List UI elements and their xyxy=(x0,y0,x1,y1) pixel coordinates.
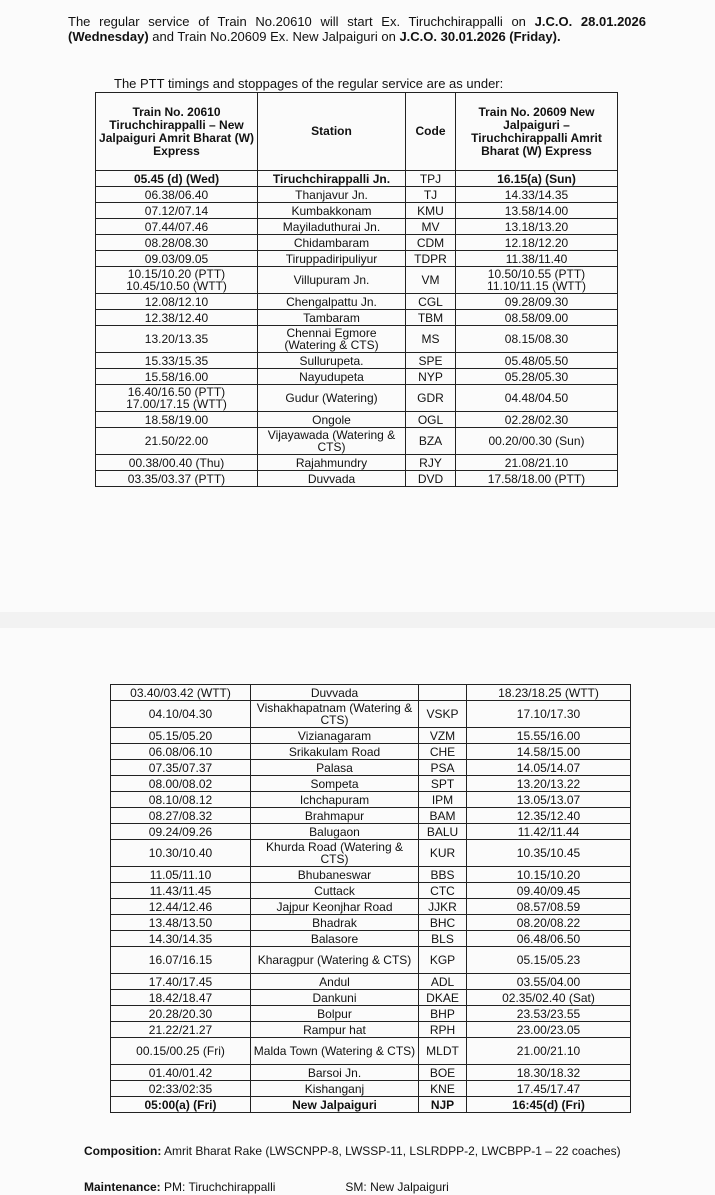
timetable-row xyxy=(111,867,631,883)
cell-down: 09.03/09.05 xyxy=(96,251,258,267)
cell-code: TPJ xyxy=(406,171,456,187)
timetable-row xyxy=(111,1065,631,1081)
timetable-row xyxy=(111,990,631,1006)
cell-code: VZM xyxy=(419,728,467,744)
timetable-row xyxy=(111,1006,631,1022)
cell-station: Tiruchchirappalli Jn. xyxy=(258,171,406,187)
cell-down: 10.30/10.40 xyxy=(111,840,251,867)
header-code: Code xyxy=(406,93,456,171)
cell-up: 15.55/16.00 xyxy=(467,728,631,744)
timetable-row xyxy=(96,353,618,369)
cell-station: Jajpur Keonjhar Road xyxy=(251,899,419,915)
cell-up: 13.58/14.00 xyxy=(456,203,618,219)
header-down-train: Train No. 20610 Tiruchchirappalli – New Jalpaiguri Amrit Bharat (W) Express xyxy=(96,93,258,171)
cell-down: 16.07/16.15 xyxy=(111,947,251,974)
cell-up: 02.28/02.30 xyxy=(456,412,618,428)
cell-station: Cuttack xyxy=(251,883,419,899)
cell-station: Sompeta xyxy=(251,776,419,792)
cell-station: Thanjavur Jn. xyxy=(258,187,406,203)
cell-station: Malda Town (Watering & CTS) xyxy=(251,1038,419,1065)
intro-text-2: and Train No.20609 Ex. New Jalpaiguri on xyxy=(148,29,400,44)
timetable-row xyxy=(96,428,618,455)
timetable-row xyxy=(96,310,618,326)
composition-label: Composition: xyxy=(84,1144,162,1158)
cell-station: Duvvada xyxy=(251,685,419,701)
cell-down: 00.15/00.25 (Fri) xyxy=(111,1038,251,1065)
cell-code: TJ xyxy=(406,187,456,203)
cell-up: 09.40/09.45 xyxy=(467,883,631,899)
cell-down: 08.10/08.12 xyxy=(111,792,251,808)
cell-up: 08.58/09.00 xyxy=(456,310,618,326)
cell-down: 15.33/15.35 xyxy=(96,353,258,369)
timetable-row xyxy=(111,701,631,728)
cell-station: Chennai Egmore (Watering & CTS) xyxy=(258,326,406,353)
ptt-note: The PTT timings and stoppages of the regular service are as under: xyxy=(114,76,504,91)
cell-code: BBS xyxy=(419,867,467,883)
cell-up: 18.30/18.32 xyxy=(467,1065,631,1081)
cell-code: SPT xyxy=(419,776,467,792)
cell-station: Balugaon xyxy=(251,824,419,840)
cell-down: 08.28/08.30 xyxy=(96,235,258,251)
cell-down: 11.05/11.10 xyxy=(111,867,251,883)
cell-code: BHC xyxy=(419,915,467,931)
timetable-row xyxy=(96,235,618,251)
cell-up: 05.28/05.30 xyxy=(456,369,618,385)
cell-station: Bhadrak xyxy=(251,915,419,931)
timetable-row xyxy=(96,385,618,412)
timetable-row xyxy=(96,251,618,267)
cell-station: Khurda Road (Watering & CTS) xyxy=(251,840,419,867)
cell-down: 21.50/22.00 xyxy=(96,428,258,455)
cell-down: 20.28/20.30 xyxy=(111,1006,251,1022)
timetable-row xyxy=(111,1022,631,1038)
cell-down: 03.40/03.42 (WTT) xyxy=(111,685,251,701)
timetable-row xyxy=(111,824,631,840)
cell-up: 08.57/08.59 xyxy=(467,899,631,915)
cell-station: Vishakhapatnam (Watering & CTS) xyxy=(251,701,419,728)
cell-up: 17.10/17.30 xyxy=(467,701,631,728)
cell-up: 05.15/05.23 xyxy=(467,947,631,974)
cell-up: 10.35/10.45 xyxy=(467,840,631,867)
cell-up: 17.45/17.47 xyxy=(467,1081,631,1097)
cell-code: CTC xyxy=(419,883,467,899)
cell-code: MV xyxy=(406,219,456,235)
timetable-row xyxy=(111,808,631,824)
cell-down: 02:33/02:35 xyxy=(111,1081,251,1097)
cell-station: Kumbakkonam xyxy=(258,203,406,219)
cell-station: Tiruppadiripuliyur xyxy=(258,251,406,267)
cell-station: Duvvada xyxy=(258,471,406,487)
cell-up: 17.58/18.00 (PTT) xyxy=(456,471,618,487)
timetable-row xyxy=(96,219,618,235)
cell-station: Kishanganj xyxy=(251,1081,419,1097)
cell-station: Gudur (Watering) xyxy=(258,385,406,412)
timetable-row xyxy=(111,931,631,947)
cell-code: TBM xyxy=(406,310,456,326)
cell-code: JJKR xyxy=(419,899,467,915)
timetable-row xyxy=(96,412,618,428)
cell-up: 18.23/18.25 (WTT) xyxy=(467,685,631,701)
maintenance-pm: PM: Tiruchchirappalli xyxy=(160,1180,276,1194)
cell-code: TDPR xyxy=(406,251,456,267)
timetable-body-1 xyxy=(96,171,618,487)
cell-code: RPH xyxy=(419,1022,467,1038)
cell-down: 00.38/00.40 (Thu) xyxy=(96,455,258,471)
cell-down: 17.40/17.45 xyxy=(111,974,251,990)
cell-up: 08.15/08.30 xyxy=(456,326,618,353)
cell-station: Bhubaneswar xyxy=(251,867,419,883)
timetable-row xyxy=(111,792,631,808)
timetable-row xyxy=(111,840,631,867)
cell-code: IPM xyxy=(419,792,467,808)
timetable-part-1 xyxy=(95,92,618,487)
cell-code: RJY xyxy=(406,455,456,471)
timetable-row xyxy=(111,1097,631,1113)
timetable-row xyxy=(111,744,631,760)
cell-station: Kharagpur (Watering & CTS) xyxy=(251,947,419,974)
cell-code: BHP xyxy=(419,1006,467,1022)
cell-up: 21.08/21.10 xyxy=(456,455,618,471)
cell-down: 01.40/01.42 xyxy=(111,1065,251,1081)
cell-code xyxy=(419,685,467,701)
cell-down: 21.22/21.27 xyxy=(111,1022,251,1038)
cell-down: 05.15/05.20 xyxy=(111,728,251,744)
cell-down: 05.45 (d) (Wed) xyxy=(96,171,258,187)
header-station: Station xyxy=(258,93,406,171)
cell-down: 06.38/06.40 xyxy=(96,187,258,203)
cell-code: KNE xyxy=(419,1081,467,1097)
cell-down: 11.43/11.45 xyxy=(111,883,251,899)
cell-code: GDR xyxy=(406,385,456,412)
cell-up: 23.00/23.05 xyxy=(467,1022,631,1038)
timetable-row xyxy=(111,1038,631,1065)
cell-station: Palasa xyxy=(251,760,419,776)
cell-station: Bolpur xyxy=(251,1006,419,1022)
cell-up: 13.05/13.07 xyxy=(467,792,631,808)
timetable-row xyxy=(111,728,631,744)
cell-station: Chengalpattu Jn. xyxy=(258,294,406,310)
cell-up: 03.55/04.00 xyxy=(467,974,631,990)
intro-text-1: The regular service of Train No.20610 will start Ex. Tiruchchirappalli on xyxy=(68,14,535,29)
cell-station: Ichchapuram xyxy=(251,792,419,808)
timetable-row xyxy=(111,947,631,974)
cell-down: 05:00(a) (Fri) xyxy=(111,1097,251,1113)
cell-up: 21.00/21.10 xyxy=(467,1038,631,1065)
cell-up: 06.48/06.50 xyxy=(467,931,631,947)
cell-down: 14.30/14.35 xyxy=(111,931,251,947)
cell-code: SPE xyxy=(406,353,456,369)
cell-station: Nayudupeta xyxy=(258,369,406,385)
cell-up: 05.48/05.50 xyxy=(456,353,618,369)
cell-station: New Jalpaiguri xyxy=(251,1097,419,1113)
timetable-body-2 xyxy=(111,685,631,1113)
cell-station: Sullurupeta. xyxy=(258,353,406,369)
maintenance-note xyxy=(84,1180,449,1194)
timetable-row xyxy=(111,974,631,990)
cell-down: 15.58/16.00 xyxy=(96,369,258,385)
intro-paragraph xyxy=(68,14,646,44)
cell-down: 07.35/07.37 xyxy=(111,760,251,776)
timetable-row xyxy=(111,776,631,792)
timetable-row xyxy=(111,685,631,701)
maintenance-sm: SM: New Jalpaiguri xyxy=(345,1180,449,1194)
cell-down: 08.27/08.32 xyxy=(111,808,251,824)
cell-down: 08.00/08.02 xyxy=(111,776,251,792)
cell-code: OGL xyxy=(406,412,456,428)
cell-station: Rajahmundry xyxy=(258,455,406,471)
intro-date-1: J.C.O. 28.01.2026 (Wednesday) xyxy=(68,14,646,44)
cell-station: Dankuni xyxy=(251,990,419,1006)
timetable-row xyxy=(96,187,618,203)
cell-down: 13.20/13.35 xyxy=(96,326,258,353)
timetable-row xyxy=(111,760,631,776)
cell-code: CDM xyxy=(406,235,456,251)
timetable-row xyxy=(96,471,618,487)
cell-up: 08.20/08.22 xyxy=(467,915,631,931)
cell-code: NJP xyxy=(419,1097,467,1113)
maintenance-label: Maintenance: xyxy=(84,1180,161,1194)
cell-code: DVD xyxy=(406,471,456,487)
cell-down: 03.35/03.37 (PTT) xyxy=(96,471,258,487)
cell-down: 10.15/10.20 (PTT) 10.45/10.50 (WTT) xyxy=(96,267,258,294)
cell-down: 04.10/04.30 xyxy=(111,701,251,728)
cell-code: BOE xyxy=(419,1065,467,1081)
cell-up: 14.33/14.35 xyxy=(456,187,618,203)
timetable-row xyxy=(96,369,618,385)
cell-down: 07.12/07.14 xyxy=(96,203,258,219)
cell-code: VM xyxy=(406,267,456,294)
cell-up: 04.48/04.50 xyxy=(456,385,618,412)
timetable-row xyxy=(96,267,618,294)
cell-station: Tambaram xyxy=(258,310,406,326)
cell-station: Balasore xyxy=(251,931,419,947)
cell-down: 12.44/12.46 xyxy=(111,899,251,915)
cell-station: Villupuram Jn. xyxy=(258,267,406,294)
cell-up: 00.20/00.30 (Sun) xyxy=(456,428,618,455)
cell-down: 07.44/07.46 xyxy=(96,219,258,235)
cell-code: CHE xyxy=(419,744,467,760)
cell-code: MLDT xyxy=(419,1038,467,1065)
timetable-row xyxy=(96,171,618,187)
composition-text: Amrit Bharat Rake (LWSCNPP-8, LWSSP-11, LSLRDPP-2, LWCBPP-1 – 22 coaches) xyxy=(161,1144,621,1158)
cell-up: 23.53/23.55 xyxy=(467,1006,631,1022)
timetable-row xyxy=(111,883,631,899)
cell-code: BLS xyxy=(419,931,467,947)
cell-station: Vijayawada (Watering & CTS) xyxy=(258,428,406,455)
timetable-row xyxy=(96,203,618,219)
cell-station: Chidambaram xyxy=(258,235,406,251)
cell-code: KUR xyxy=(419,840,467,867)
cell-down: 09.24/09.26 xyxy=(111,824,251,840)
composition-note xyxy=(84,1144,644,1158)
timetable-row xyxy=(96,294,618,310)
timetable-row xyxy=(96,326,618,353)
timetable-row xyxy=(111,915,631,931)
cell-station: Vizianagaram xyxy=(251,728,419,744)
cell-up: 14.05/14.07 xyxy=(467,760,631,776)
cell-code: MS xyxy=(406,326,456,353)
cell-down: 12.08/12.10 xyxy=(96,294,258,310)
cell-up: 10.15/10.20 xyxy=(467,867,631,883)
timetable-row xyxy=(111,1081,631,1097)
cell-up: 14.58/15.00 xyxy=(467,744,631,760)
cell-code: VSKP xyxy=(419,701,467,728)
cell-code: KGP xyxy=(419,947,467,974)
cell-code: BZA xyxy=(406,428,456,455)
intro-date-2: J.C.O. 30.01.2026 (Friday). xyxy=(399,29,561,44)
cell-station: Srikakulam Road xyxy=(251,744,419,760)
cell-up: 16.15(a) (Sun) xyxy=(456,171,618,187)
cell-up: 12.18/12.20 xyxy=(456,235,618,251)
cell-up: 10.50/10.55 (PTT) 11.10/11.15 (WTT) xyxy=(456,267,618,294)
cell-up: 11.42/11.44 xyxy=(467,824,631,840)
cell-up: 16:45(d) (Fri) xyxy=(467,1097,631,1113)
cell-station: Brahmapur xyxy=(251,808,419,824)
cell-down: 18.58/19.00 xyxy=(96,412,258,428)
cell-up: 13.18/13.20 xyxy=(456,219,618,235)
cell-station: Ongole xyxy=(258,412,406,428)
cell-up: 09.28/09.30 xyxy=(456,294,618,310)
timetable-part-2 xyxy=(110,684,631,1113)
cell-code: DKAE xyxy=(419,990,467,1006)
header-up-train: Train No. 20609 New Jalpaiguri – Tiruchchirappalli Amrit Bharat (W) Express xyxy=(456,93,618,171)
cell-down: 12.38/12.40 xyxy=(96,310,258,326)
cell-code: NYP xyxy=(406,369,456,385)
cell-code: BAM xyxy=(419,808,467,824)
cell-code: KMU xyxy=(406,203,456,219)
cell-up: 02.35/02.40 (Sat) xyxy=(467,990,631,1006)
cell-station: Andul xyxy=(251,974,419,990)
cell-down: 06.08/06.10 xyxy=(111,744,251,760)
cell-up: 11.38/11.40 xyxy=(456,251,618,267)
cell-code: BALU xyxy=(419,824,467,840)
cell-station: Mayiladuthurai Jn. xyxy=(258,219,406,235)
cell-code: ADL xyxy=(419,974,467,990)
cell-down: 13.48/13.50 xyxy=(111,915,251,931)
timetable-row xyxy=(96,455,618,471)
cell-code: PSA xyxy=(419,760,467,776)
cell-code: CGL xyxy=(406,294,456,310)
cell-up: 12.35/12.40 xyxy=(467,808,631,824)
cell-down: 16.40/16.50 (PTT) 17.00/17.15 (WTT) xyxy=(96,385,258,412)
cell-down: 18.42/18.47 xyxy=(111,990,251,1006)
cell-up: 13.20/13.22 xyxy=(467,776,631,792)
cell-station: Rampur hat xyxy=(251,1022,419,1038)
cell-station: Barsoi Jn. xyxy=(251,1065,419,1081)
timetable-row xyxy=(111,899,631,915)
